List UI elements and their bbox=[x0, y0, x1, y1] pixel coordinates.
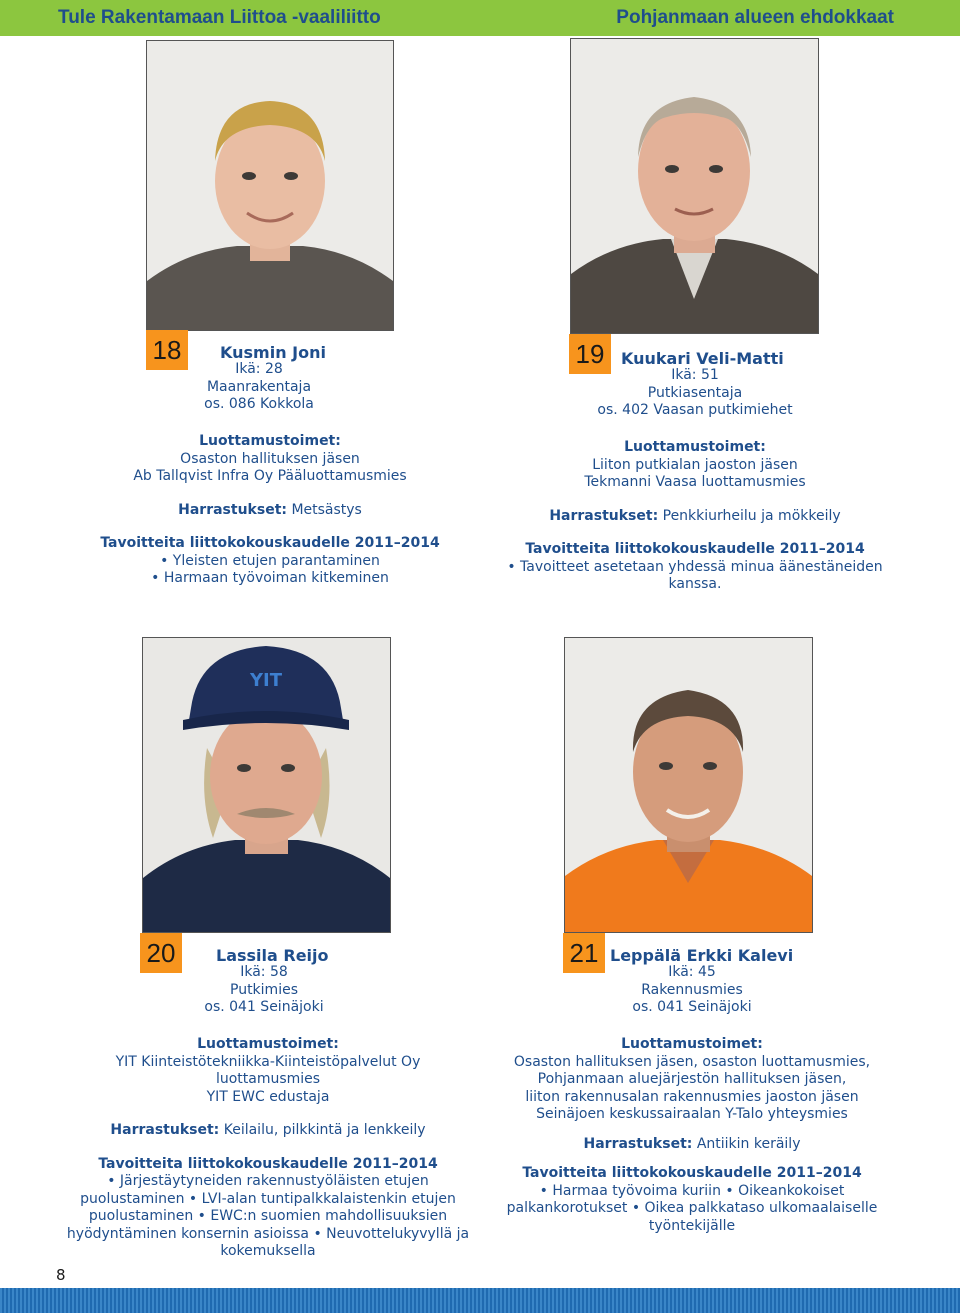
candidate-18-details bbox=[196, 361, 322, 414]
header-left-title: Tule Rakentamaan Liittoa -vaaliliitto bbox=[58, 7, 381, 28]
goals-label: Tavoitteita liittokokouskaudelle 2011–2014 bbox=[522, 1165, 862, 1181]
duties-label: Luottamustoimet: bbox=[621, 1036, 763, 1052]
candidate-18-branch: os. 086 Kokkola bbox=[204, 396, 314, 412]
duty-line: YIT Kiinteistötekniikka-Kiinteistöpalvelut Oy bbox=[115, 1053, 421, 1070]
candidate-19-info bbox=[490, 439, 900, 594]
candidate-19-details bbox=[580, 367, 810, 420]
candidate-20-profession: Putkimies bbox=[230, 981, 298, 998]
goals-label: Tavoitteita liittokokouskaudelle 2011–2014 bbox=[98, 1155, 438, 1172]
duty-line: Osaston hallituksen jäsen bbox=[180, 450, 360, 467]
goals-label: Tavoitteita liittokokouskaudelle 2011–2014 bbox=[525, 541, 865, 557]
candidate-20-age: Ikä: 58 bbox=[240, 964, 288, 980]
duty-line: Liiton putkialan jaoston jäsen bbox=[592, 456, 798, 473]
candidate-20-branch: os. 041 Seinäjoki bbox=[204, 999, 324, 1015]
candidate-19-profession: Putkiasentaja bbox=[647, 384, 743, 401]
duty-line: Ab Tallqvist Infra Oy Pääluottamusmies bbox=[133, 468, 407, 484]
hobbies-value: Antiikin keräily bbox=[696, 1135, 801, 1152]
goal-line: hyödyntäminen konsernin asioissa • Neuvottelukyvyllä ja bbox=[66, 1225, 470, 1242]
duty-line: Pohjanmaan aluejärjestön hallituksen jäsen, bbox=[537, 1071, 847, 1087]
duty-line: liiton rakennusalan rakennusmies jaoston jäsen bbox=[525, 1088, 859, 1105]
goal-line: • Järjestäytyneiden rakennustyöläisten etujen bbox=[107, 1173, 429, 1189]
candidate-20-details bbox=[190, 964, 338, 1017]
candidate-18-profession: Maanrakentaja bbox=[206, 378, 312, 395]
duties-label: Luottamustoimet: bbox=[199, 433, 341, 449]
candidate-21-photo bbox=[564, 637, 813, 933]
candidate-21-details bbox=[620, 964, 764, 1017]
candidate-21-profession: Rakennusmies bbox=[641, 981, 743, 998]
duty-line: luottamusmies bbox=[215, 1071, 321, 1087]
candidate-19-branch: os. 402 Vaasan putkimiehet bbox=[597, 402, 793, 418]
candidate-19-age: Ikä: 51 bbox=[671, 367, 719, 383]
hobbies-label: Harrastukset: bbox=[583, 1135, 693, 1152]
candidate-18-name: Kusmin Joni bbox=[220, 343, 326, 362]
candidate-21-age: Ikä: 45 bbox=[668, 964, 716, 980]
candidate-20-name: Lassila Reijo bbox=[216, 946, 329, 965]
candidate-18-info bbox=[78, 433, 462, 588]
goal-line: kokemuksella bbox=[220, 1243, 316, 1259]
goal-line: • Yleisten etujen parantaminen bbox=[160, 552, 380, 569]
candidate-21-name: Leppälä Erkki Kalevi bbox=[610, 946, 794, 965]
hobbies-value: Metsästys bbox=[291, 501, 362, 518]
header-bar bbox=[0, 0, 960, 36]
candidate-18-photo bbox=[146, 40, 394, 331]
candidate-19-photo bbox=[570, 38, 819, 334]
hobbies-value: Penkkiurheilu ja mökkeily bbox=[662, 507, 841, 524]
goal-line: puolustaminen • LVI-alan tuntipalkkalaistenkin etujen bbox=[80, 1190, 456, 1207]
candidate-18-number: 18 bbox=[146, 330, 188, 370]
goal-line: työntekijälle bbox=[648, 1217, 736, 1234]
duty-line: Seinäjoen keskussairaalan Y-Talo yhteysmies bbox=[536, 1106, 848, 1122]
goals-label: Tavoitteita liittokokouskaudelle 2011–2014 bbox=[100, 535, 440, 551]
goal-line: • Tavoitteet asetetaan yhdessä minua äänestäneiden bbox=[507, 558, 883, 575]
duty-line: Tekmanni Vaasa luottamusmies bbox=[584, 474, 806, 490]
goal-line: kanssa. bbox=[668, 576, 722, 592]
duties-label: Luottamustoimet: bbox=[624, 439, 766, 455]
candidate-21-number: 21 bbox=[563, 933, 605, 973]
hobbies-value: Keilailu, pilkkintä ja lenkkeily bbox=[223, 1122, 426, 1138]
candidate-19-number: 19 bbox=[569, 334, 611, 374]
candidate-20-number: 20 bbox=[140, 933, 182, 973]
goal-line: puolustaminen • EWC:n suomien mahdollisuuksien bbox=[88, 1208, 448, 1224]
hobbies-label: Harrastukset: bbox=[549, 507, 659, 524]
candidate-20-photo bbox=[142, 637, 391, 933]
goal-line: • Harmaa työvoima kuriin • Oikeankokoiset bbox=[539, 1182, 845, 1199]
goal-line: • Harmaan työvoiman kitkeminen bbox=[151, 570, 389, 586]
candidate-18-age: Ikä: 28 bbox=[235, 361, 283, 377]
footer-stripe bbox=[0, 1288, 960, 1313]
candidate-19-name: Kuukari Veli-Matti bbox=[621, 349, 784, 368]
hobbies-label: Harrastukset: bbox=[110, 1122, 220, 1138]
page-number: 8 bbox=[56, 1266, 66, 1284]
duties-label: Luottamustoimet: bbox=[197, 1036, 339, 1052]
duty-line: Osaston hallituksen jäsen, osaston luottamusmies, bbox=[513, 1053, 871, 1070]
hobbies-label: Harrastukset: bbox=[178, 501, 287, 518]
duty-line: YIT EWC edustaja bbox=[206, 1088, 330, 1105]
candidate-21-info bbox=[490, 1036, 894, 1235]
cap-logo-text: YIT bbox=[249, 670, 283, 691]
goal-line: palkankorotukset • Oikea palkkataso ulkomaalaiselle bbox=[506, 1200, 878, 1216]
header-right-title: Pohjanmaan alueen ehdokkaat bbox=[616, 7, 894, 28]
candidate-20-info bbox=[50, 1036, 486, 1261]
candidate-21-branch: os. 041 Seinäjoki bbox=[632, 999, 752, 1015]
